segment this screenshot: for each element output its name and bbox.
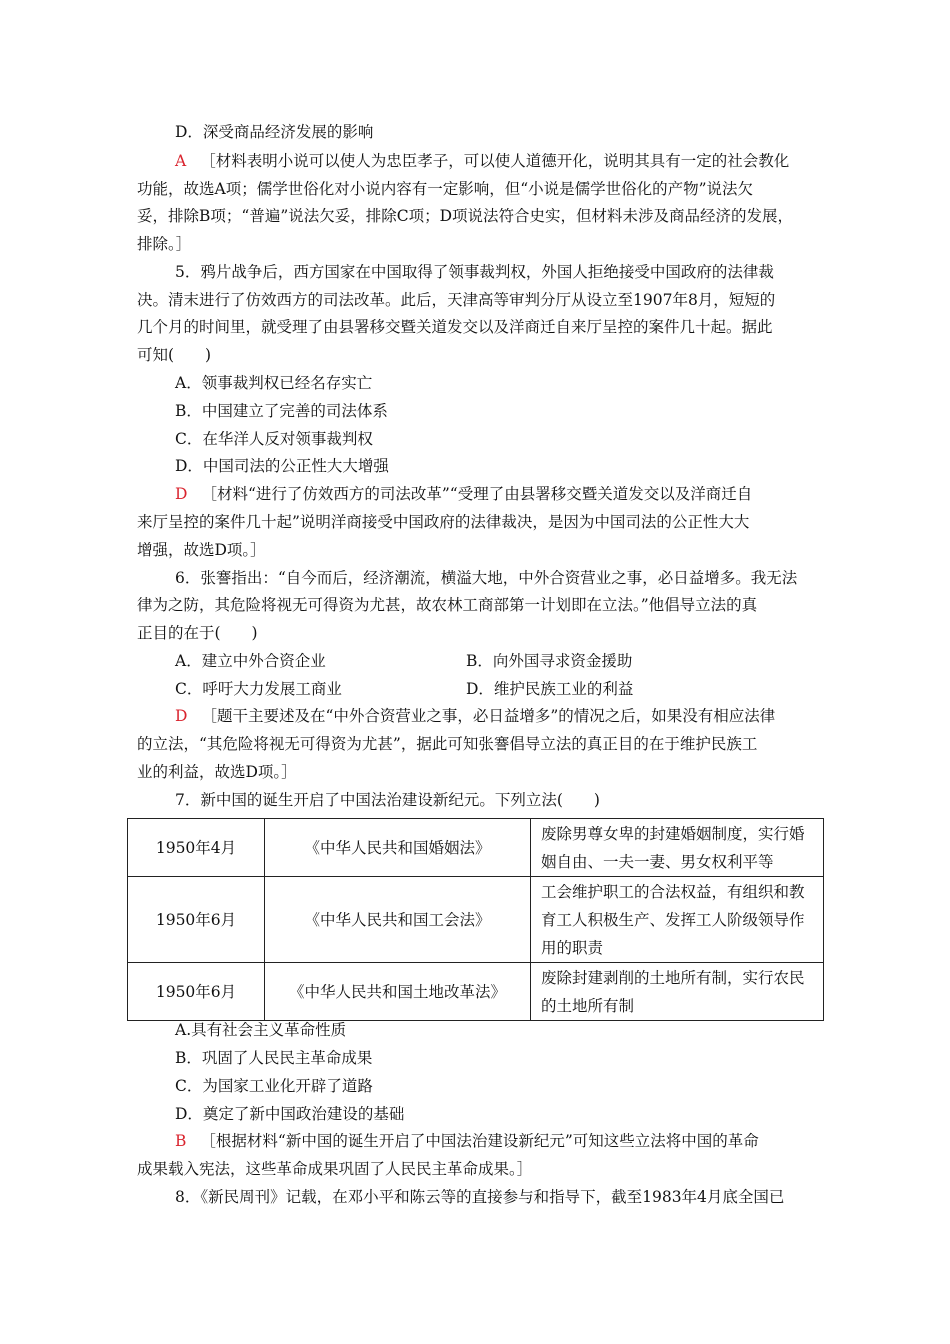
answer-q4-line: 功能，故选A项；儒学世俗化对小说内容有一定影响，但“小说是儒学世俗化的产物”说法欠 bbox=[137, 180, 754, 198]
answer-q4-first-line bbox=[175, 151, 789, 171]
table-row bbox=[128, 877, 824, 963]
answer-text: ［题干主要述及在“中外合资营业之事，必日益增多”的情况之后，如果没有相应法律 bbox=[201, 707, 776, 725]
answer-text: ［材料表明小说可以使人为忠臣孝子，可以使人道德开化，说明其具有一定的社会教化 bbox=[200, 152, 790, 170]
description-text: 废除男尊女卑的封建婚姻制度，实行婚姻自由、一夫一妻、男女权利平等 bbox=[541, 825, 805, 871]
option-b-q7: B．巩固了人民民主革命成果 bbox=[175, 1049, 373, 1067]
question-5-stem: 5．鸦片战争后，西方国家在中国取得了领事裁判权，外国人拒绝接受中国政府的法律裁 bbox=[175, 263, 774, 281]
option-d-q6: D．维护民族工业的利益 bbox=[466, 680, 634, 698]
option-b-q5: B．中国建立了完善的司法体系 bbox=[175, 402, 388, 420]
option-c-q7: C．为国家工业化开辟了道路 bbox=[175, 1077, 373, 1095]
answer-letter: A bbox=[175, 152, 187, 170]
option-d-q4: D．深受商品经济发展的影响 bbox=[175, 123, 374, 141]
table-cell-law: 《中华人民共和国婚姻法》 bbox=[265, 819, 531, 877]
answer-letter: B bbox=[175, 1132, 187, 1150]
question-5-stem: 可知( ) bbox=[137, 346, 212, 364]
answer-q6-first-line bbox=[175, 706, 775, 726]
option-c-q6: C．呼吁大力发展工商业 bbox=[175, 680, 342, 698]
answer-q6-line: 的立法，“其危险将视无可得资为尤甚”，据此可知张謇倡导立法的真正目的在于维护民族工 bbox=[137, 735, 758, 753]
answer-q5-first-line bbox=[175, 484, 752, 504]
description-text: 废除封建剥削的土地所有制，实行农民的土地所有制 bbox=[541, 969, 805, 1015]
question-6-stem: 律为之防，其危险将视无可得资为尤甚，故农林工商部第一计划即在立法。”他倡导立法的真 bbox=[137, 596, 758, 614]
table-cell-description bbox=[531, 819, 824, 877]
option-a-q7: A.具有社会主义革命性质 bbox=[175, 1021, 347, 1039]
answer-letter: D bbox=[175, 485, 188, 503]
answer-letter: D bbox=[175, 707, 188, 725]
question-6-stem: 6．张謇指出：“自今而后，经济潮流，横溢大地，中外合资营业之事，必日益增多。我无法 bbox=[175, 569, 798, 587]
option-a-q5: A．领事裁判权已经名存实亡 bbox=[175, 374, 373, 392]
table-cell-law: 《中华人民共和国土地改革法》 bbox=[265, 963, 531, 1021]
answer-q5-line: 来厅呈控的案件几十起”说明洋商接受中国政府的法律裁决，是因为中国司法的公正性大大 bbox=[137, 513, 750, 531]
answer-q5-line: 增强，故选D项。］ bbox=[137, 541, 266, 559]
option-c-q5: C．在华洋人反对领事裁判权 bbox=[175, 430, 373, 448]
answer-q4-line: 妥，排除B项；“普遍”说法欠妥，排除C项；D项说法符合史实，但材料未涉及商品经济的发展， bbox=[137, 207, 794, 225]
answer-text: ［根据材料“新中国的诞生开启了中国法治建设新纪元”可知这些立法将中国的革命 bbox=[200, 1132, 759, 1150]
answer-q6-line: 业的利益，故选D项。］ bbox=[137, 763, 297, 781]
description-text: 工会维护职工的合法权益，有组织和教育工人积极生产、发挥工人阶级领导作用的职责 bbox=[541, 883, 805, 957]
question-5-stem: 决。清末进行了仿效西方的司法改革。此后，天津高等审判分厅从设立至1907年8月，短短的 bbox=[137, 291, 776, 309]
table-cell-date: 1950年4月 bbox=[128, 819, 265, 877]
question-7-stem: 7．新中国的诞生开启了中国法治建设新纪元。下列立法( ) bbox=[175, 791, 600, 809]
option-b-q6: B．向外国寻求资金援助 bbox=[466, 652, 633, 670]
option-d-q7: D．奠定了新中国政治建设的基础 bbox=[175, 1105, 405, 1123]
question-5-stem: 几个月的时间里，就受理了由县署移交暨关道发交以及洋商迁自来厅呈控的案件几十起。据此 bbox=[137, 318, 773, 336]
legislation-table bbox=[127, 818, 824, 1021]
table-cell-description bbox=[531, 963, 824, 1021]
table-cell-date: 1950年6月 bbox=[128, 877, 265, 963]
table-row bbox=[128, 819, 824, 877]
answer-q7-line: 成果载入宪法，这些革命成果巩固了人民民主革命成果。］ bbox=[137, 1160, 533, 1178]
table-row bbox=[128, 963, 824, 1021]
answer-q7-first-line bbox=[175, 1131, 759, 1151]
answer-q4-line: 排除。］ bbox=[137, 235, 192, 253]
question-8-stem: 8．《新民周刊》记载，在邓小平和陈云等的直接参与和指导下，截至1983年4月底全国已 bbox=[175, 1188, 785, 1206]
table-cell-law: 《中华人民共和国工会法》 bbox=[265, 877, 531, 963]
table-cell-description bbox=[531, 877, 824, 963]
answer-text: ［材料“进行了仿效西方的司法改革”“受理了由县署移交暨关道发交以及洋商迁自 bbox=[201, 485, 753, 503]
option-a-q6: A．建立中外合资企业 bbox=[175, 652, 326, 670]
table-cell-date: 1950年6月 bbox=[128, 963, 265, 1021]
option-d-q5: D．中国司法的公正性大大增强 bbox=[175, 457, 389, 475]
question-6-stem: 正目的在于( ) bbox=[137, 624, 258, 642]
